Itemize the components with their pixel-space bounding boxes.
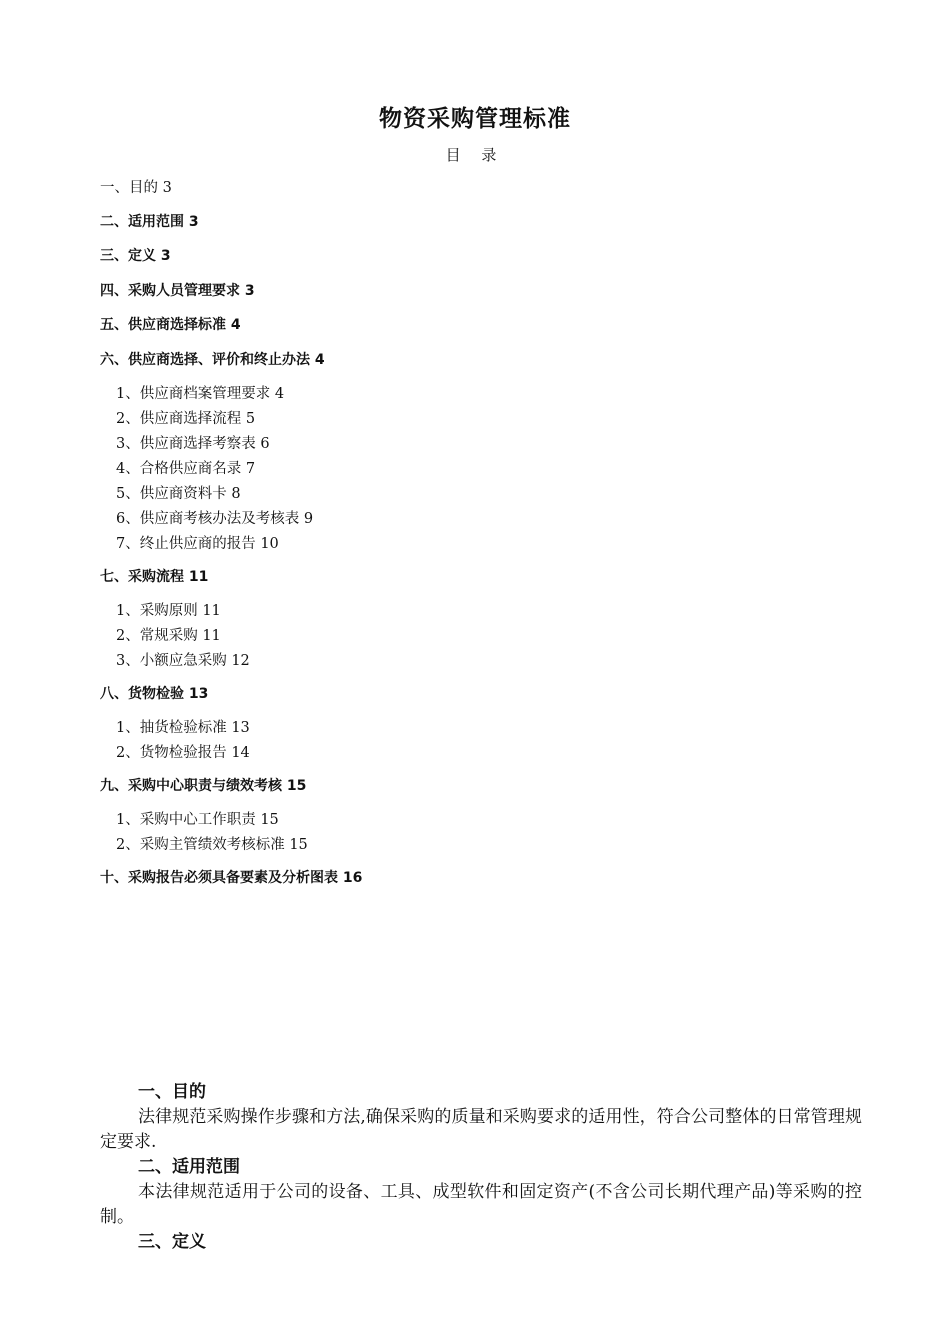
section-heading-purpose: 一、目的	[138, 1082, 206, 1102]
toc-subsection-entry: 3、小额应急采购 12	[116, 652, 250, 669]
document-title: 物资采购管理标准	[379, 106, 571, 132]
toc-chapter-entry: 七、采购流程 11	[100, 568, 209, 585]
toc-chapter-entry: 四、采购人员管理要求 3	[100, 282, 255, 299]
toc-subsection-entry: 1、采购中心工作职责 15	[116, 811, 279, 828]
toc-chapter-entry: 三、定义 3	[100, 248, 171, 264]
toc-chapter-entry: 二、适用范围 3	[100, 213, 199, 230]
toc-chapter-entry: 九、采购中心职责与绩效考核 15	[100, 777, 307, 794]
toc-chapter-entry: 一、目的 3	[100, 180, 172, 196]
section-text-purpose: 法律规范采购操作步骤和方法,确保采购的质量和采购要求的适用性，符合公司整体的日常管理规定要求.	[100, 1107, 862, 1152]
toc-subsection-entry: 3、供应商选择考察表 6	[116, 435, 270, 452]
toc-subsection-entry: 1、抽货检验标准 13	[116, 719, 250, 736]
toc-subsection-entry: 2、常规采购 11	[116, 627, 221, 644]
toc-subsection-entry: 2、供应商选择流程 5	[116, 410, 256, 427]
toc-subsection-entry: 5、供应商资料卡 8	[116, 485, 241, 502]
toc-heading: 目 录	[445, 146, 505, 164]
document-body	[100, 1080, 862, 1255]
toc-subsection-entry: 2、货物检验报告 14	[116, 744, 250, 761]
section-heading-scope: 二、适用范围	[138, 1157, 240, 1177]
section-text-scope: 本法律规范适用于公司的设备、工具、成型软件和固定资产(不含公司长期代理产品)等采购的控制。	[100, 1182, 862, 1227]
section-heading-definition: 三、定义	[138, 1232, 206, 1252]
toc-chapter-entry: 十、采购报告必须具备要素及分析图表 16	[100, 869, 363, 886]
toc-chapter-entry: 八、货物检验 13	[100, 685, 209, 702]
toc-subsection-entry: 2、采购主管绩效考核标准 15	[116, 836, 308, 853]
toc-subsection-entry: 4、合格供应商名录 7	[116, 460, 256, 477]
toc-subsection-entry: 6、供应商考核办法及考核表 9	[116, 510, 314, 527]
toc-subsection-entry: 1、采购原则 11	[116, 602, 221, 619]
toc-chapter-entry: 五、供应商选择标准 4	[100, 317, 241, 333]
toc-subsection-entry: 1、供应商档案管理要求 4	[116, 385, 285, 402]
toc-subsection-entry: 7、终止供应商的报告 10	[116, 535, 279, 552]
toc-chapter-entry: 六、供应商选择、评价和终止办法 4	[100, 351, 325, 368]
